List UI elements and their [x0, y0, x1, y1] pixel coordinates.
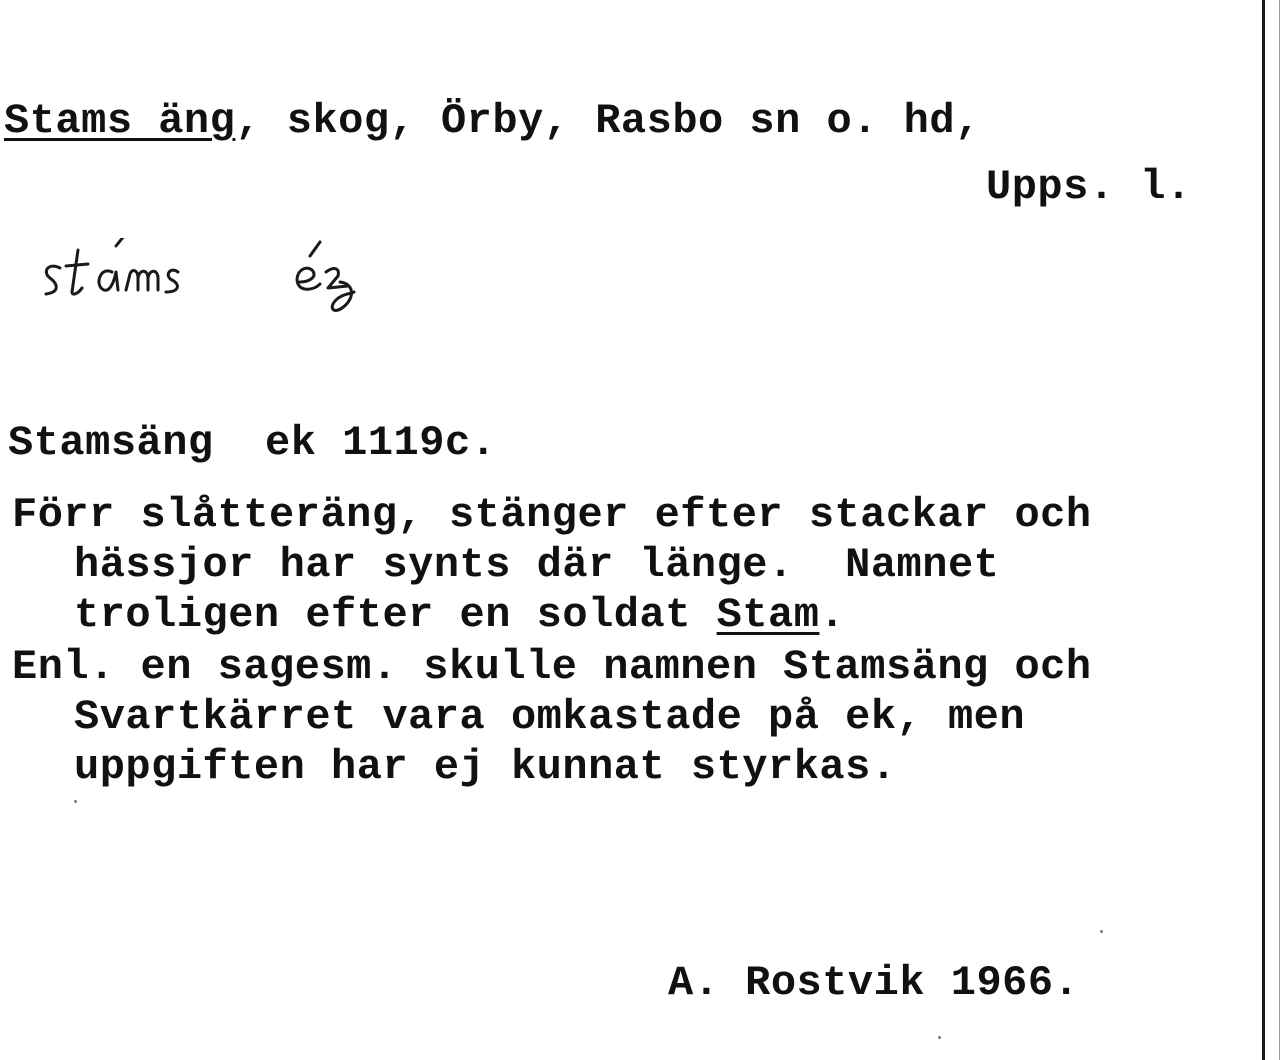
card-edge-border-thin [1279, 0, 1280, 1060]
card-edge-border [1262, 0, 1265, 1060]
record-reference: Stamsäng ek 1119c. [8, 419, 497, 467]
paragraph-1-line-2: hässjor har synts där länge. Namnet [74, 541, 1000, 589]
place-description: , skog, Örby, Rasbo sn o. hd, [235, 97, 981, 145]
region-label: Upps. l. [986, 163, 1192, 211]
handwritten-pronunciation-drawing [38, 238, 398, 338]
paragraph-2-line-2: Svartkärret vara omkastade på ek, men [74, 693, 1026, 741]
paragraph-1-line-3-text: troligen efter en soldat [74, 591, 717, 639]
header-line [4, 96, 981, 146]
paragraph-1-line-3-end: . [819, 591, 846, 639]
paragraph-2-line-1: Enl. en sagesm. skulle namnen Stamsäng och [12, 643, 1092, 691]
paragraph-2-line-3: uppgiften har ej kunnat styrkas. [74, 743, 897, 791]
signature: A. Rostvik 1966. [668, 959, 1080, 1007]
paragraph-1-line-3 [74, 590, 845, 640]
handwritten-pronunciation [38, 238, 398, 338]
paper-speck [1100, 930, 1103, 933]
soldier-name: Stam [716, 591, 820, 639]
paragraph-1-line-1: Förr slåtteräng, stänger efter stackar och [12, 491, 1092, 539]
paper-speck [74, 800, 77, 803]
place-name: Stams äng [4, 97, 236, 145]
paper-speck [938, 1036, 941, 1039]
